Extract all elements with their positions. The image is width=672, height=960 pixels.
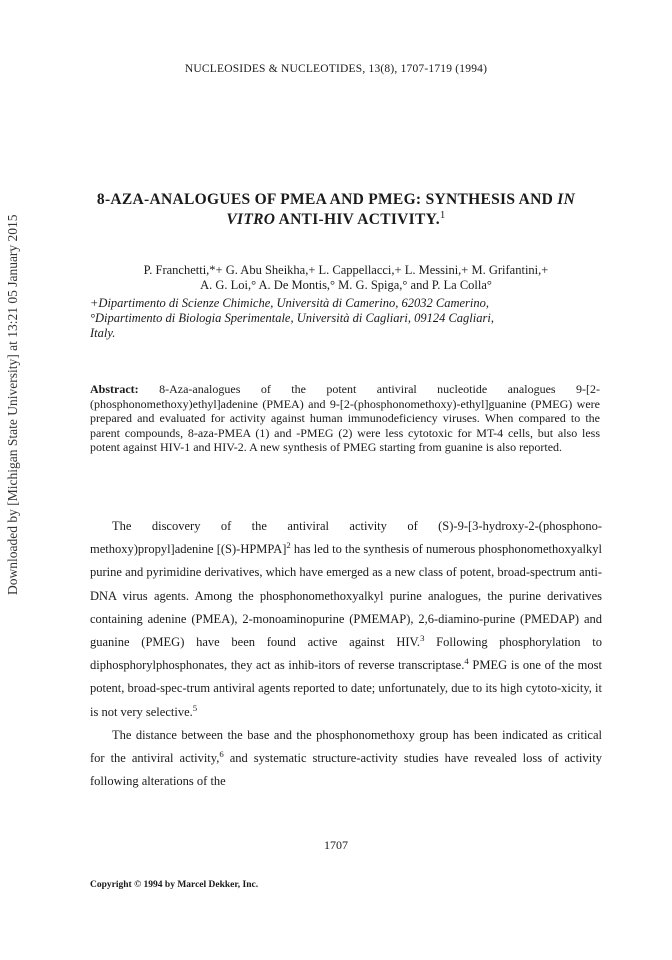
paragraph-1 — [90, 515, 602, 724]
title-footnote-marker: 1 — [439, 208, 446, 221]
download-watermark: Downloaded by [Michigan State University] at 13:21 05 January 2015 — [5, 214, 20, 596]
reference-marker: 6 — [219, 748, 224, 759]
paragraph-2-part-b: and systematic structure-activity studies have revealed loss of activity following alterations of the — [90, 751, 602, 789]
abstract — [90, 382, 600, 455]
reference-marker: 5 — [192, 702, 198, 713]
title-part-1: 8-AZA-ANALOGUES OF PMEA AND PMEG: SYNTHESIS AND — [96, 191, 558, 208]
reference-marker: 2 — [286, 540, 291, 551]
copyright-notice: Copyright © 1994 by Marcel Dekker, Inc. — [90, 880, 259, 890]
title-part-4: ANTI-HIV ACTIVITY. — [275, 211, 440, 228]
title-part-3: VITRO — [226, 211, 276, 228]
paragraph-1-part-c: Following phosphorylation to diphosphorylphosphonates, they act as inhib-itors of reverse transcriptase. — [90, 635, 602, 673]
abstract-text: 8-Aza-analogues of the potent antiviral nucleotide analogues 9-[2-(phosphonomethoxy)ethyl]adenine (PMEA) and 9-[2-(phosphonomethoxy)-ethyl]guanine (PMEG) were prepared and evaluated for activity against human immunodeficiency viruses. When compared to the parent compounds, 8-aza-PMEA (1) and -PMEG (2) were less cytotoxic for MT-4 cells, but also less potent against HIV-1 and HIV-2. A new synthesis of PMEG starting from guanine is also reported. — [90, 382, 600, 454]
affiliation-1: +Dipartimento di Scienze Chimiche, Università di Camerino, 62032 Camerino, — [90, 296, 490, 310]
authors-line-1: P. Franchetti,*+ G. Abu Sheikha,+ L. Cappellacci,+ L. Messini,+ M. Grifantini,+ — [143, 263, 549, 277]
reference-marker: 4 — [464, 656, 469, 667]
affiliations — [90, 296, 600, 341]
journal-header: NUCLEOSIDES & NUCLEOTIDES, 13(8), 1707-1719 (1994) — [184, 63, 488, 75]
page-number: 1707 — [324, 838, 348, 852]
affiliation-2: °Dipartimento di Biologia Sperimentale, Università di Cagliari, 09124 Cagliari, — [90, 311, 494, 325]
paragraph-1-part-a: The discovery of the antiviral activity of (S)-9-[3-hydroxy-2-(phosphono-methoxy)propyl]adenine [(S)-HPMPA] — [90, 519, 602, 557]
paragraph-2 — [90, 724, 602, 794]
affiliation-3: Italy. — [90, 326, 116, 340]
paragraph-1-part-b: has led to the synthesis of numerous phosphonomethoxyalkyl purine and pyrimidine derivatives, which have emerged as a new class of potent, broad-spectrum anti-DNA virus agents. Among the phosphonomethoxyalkyl purine analogues, the purine derivatives containing adenine (PMEA), 2-monoaminopurine (PMEMAP), 2,6-diamino-purine (PMEDAP) and guanine (PMEG) have been found active against HIV. — [90, 542, 602, 650]
article-title — [0, 190, 672, 230]
abstract-label: Abstract: — [90, 382, 139, 396]
authors-line-2: A. G. Loi,° A. De Montis,° M. G. Spiga,° and P. La Colla° — [200, 278, 492, 292]
body-text — [90, 515, 602, 793]
author-list — [96, 263, 596, 293]
paragraph-1-part-d: PMEG is one of the most potent, broad-spec-trum antiviral agents reported to date; unfortunately, due to its high cytoto-xicity, it is not very selective. — [90, 658, 602, 719]
reference-marker: 3 — [420, 632, 425, 643]
title-part-2: IN — [557, 191, 576, 208]
paragraph-2-part-a: The distance between the base and the phosphonomethoxy group has been indicated as critical for the antiviral activity, — [90, 727, 602, 766]
